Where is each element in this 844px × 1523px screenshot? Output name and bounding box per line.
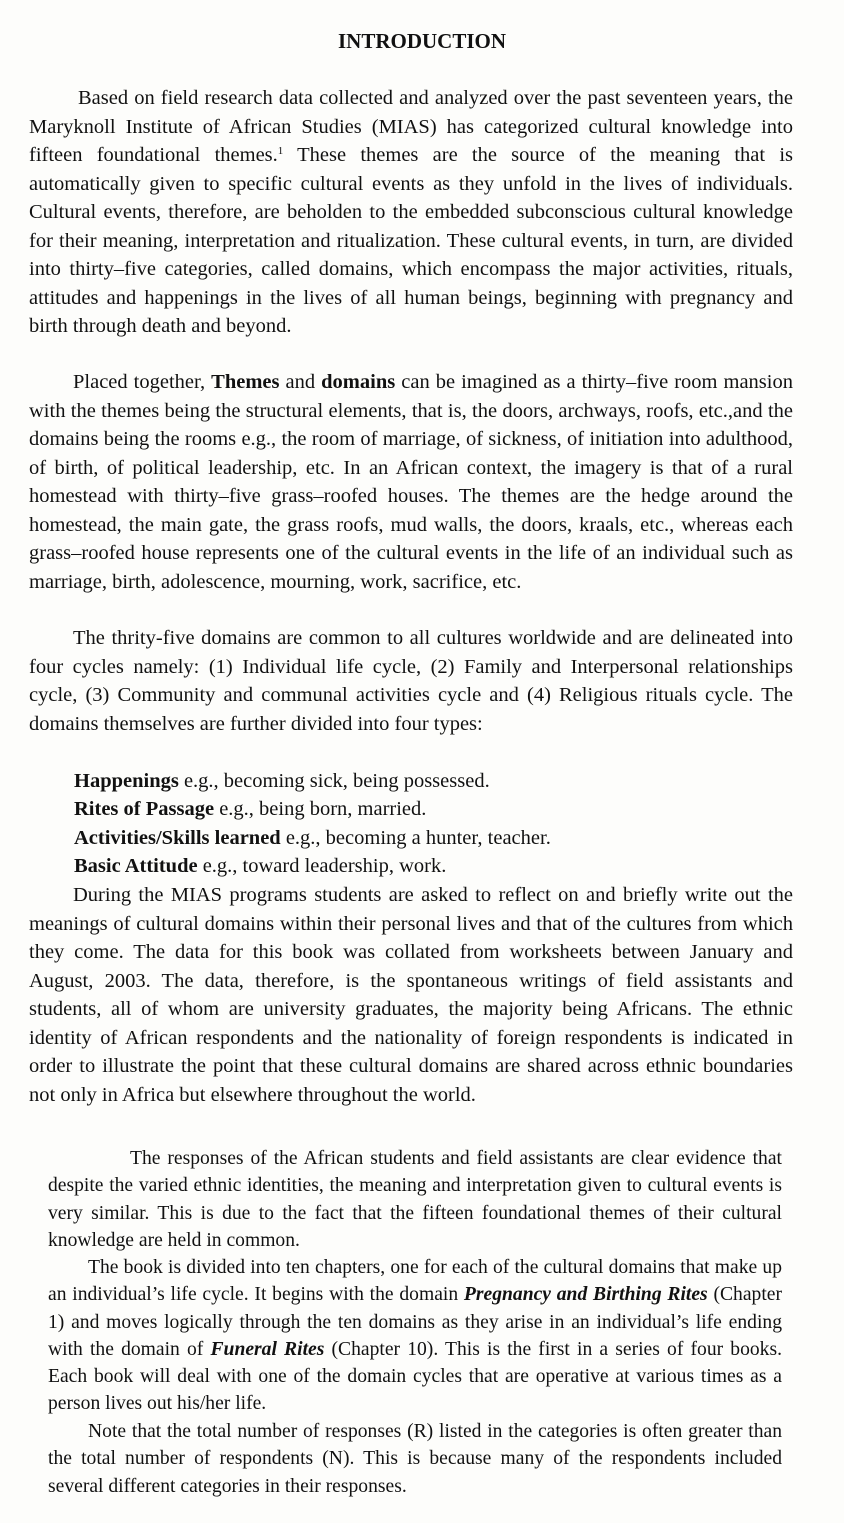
paragraph-1 (29, 84, 793, 341)
type-activities-skills (74, 824, 551, 853)
paragraph-1-rest: These themes are the source of the meaning that is automatically given to specific cultural events as they unfold in the lives of individuals. Cultural events, therefore, are beholden to the embedded subconscious cultural knowledge for their meaning, interpretation and ritualization. These cultural events, in turn, are divided into thirty–five categories, called domains, which encompass the major activities, rituals, attitudes and happenings in the lives of all human beings, beginning with pregnancy and birth through death and beyond. (29, 144, 794, 337)
type-term: Activities/Skills learned (74, 827, 281, 849)
type-desc: e.g., being born, married. (214, 798, 427, 820)
paragraph-1-text: Based on field research data collected and analyzed over the past seventeen years, the Maryknoll Institute of African Studies (MIAS) has categorized cultural knowledge into fifteen foundational themes. (29, 87, 793, 166)
paragraph-6 (48, 1254, 782, 1418)
footnote-marker: 1 (277, 145, 284, 157)
paragraph-2 (29, 368, 793, 596)
type-basic-attitude (74, 852, 446, 881)
type-desc: e.g., becoming sick, being possessed. (178, 770, 490, 792)
paragraph-7: Note that the total number of responses (R) listed in the categories is often greater than the total number of respondents (N). This is because many of the respondents included several different categories in their responses. (48, 1421, 782, 1497)
domain-funeral-rites: Funeral Rites (210, 1338, 325, 1360)
paragraph-2-rest: can be imagined as a thirty–five room mansion with the themes being the structural elements, that is, the doors, archways, roofs, etc.,and the domains being the rooms e.g., the room of marriage, of sickness, of initiation into adulthood, of birth, of political leadership, etc. In an African context, the imagery is that of a rural homestead with thirty–five grass–roofed houses. The themes are the hedge around the homestead, the main gate, the grass roofs, mud walls, the doors, kraals, etc., whereas each grass–roofed house represents one of the cultural events in the life of an individual such as marriage, birth, adolescence, mourning, work, sacrifice, etc. (29, 371, 793, 593)
type-term: Happenings (74, 770, 179, 792)
paragraph-2-lead: Placed together, (73, 371, 212, 393)
term-domains: domains (321, 371, 396, 393)
type-term: Rites of Passage (74, 798, 215, 820)
paragraph-2-mid: and (279, 371, 322, 393)
paragraph-6-lead: The book is divided into ten chapters, one for each of the cultural domains that make up an individual’s life cycle. It begins with the domain (48, 1257, 782, 1306)
paragraph-5: The responses of the African students and field assistants are clear evidence that despite the varied ethnic identities, the meaning and interpretation given to cultural events is very similar. This is due to the fact that the fifteen foundational themes of their cultural knowledge are held in common. (48, 1148, 782, 1251)
page-title: INTRODUCTION (337, 29, 507, 53)
paragraph-6-mid: (Chapter 1) and moves logically through the ten domains as they arise in an individual’s life ending with the domain of (48, 1284, 783, 1360)
term-themes: Themes (211, 371, 280, 393)
domain-pregnancy-birthing: Pregnancy and Birthing Rites (463, 1284, 708, 1306)
type-happenings (74, 767, 490, 796)
type-desc: e.g., toward leadership, work. (197, 855, 447, 877)
type-desc: e.g., becoming a hunter, teacher. (280, 827, 551, 849)
paragraph-4: During the MIAS programs students are asked to reflect on and briefly write out the meanings of cultural domains within their personal lives and that of the cultures from which they come. The data for this book was collated from worksheets between January and August, 2003. The data, therefore, is the spontaneous writings of field assistants and students, all of whom are university graduates, the majority being Africans. The ethnic identity of African respondents and the nationality of foreign respondents is indicated in order to illustrate the point that these cultural domains are shared across ethnic boundaries not only in Africa but elsewhere throughout the world. (29, 884, 793, 1106)
type-rites-of-passage (74, 795, 426, 824)
paragraph-3: The thrity-five domains are common to all cultures worldwide and are delineated into four cycles namely: (1) Individual life cycle, (2) Family and Interpersonal relationships cycle, (3) Community and communal activities cycle and (4) Religious rituals cycle. The domains themselves are further divided into four types: (29, 627, 793, 735)
type-term: Basic Attitude (74, 855, 198, 877)
paragraph-6-rest: (Chapter 10). This is the first in a series of four books. Each book will deal with one of the domain cycles that are operative at various times as a person lives out his/her life. (48, 1338, 782, 1415)
